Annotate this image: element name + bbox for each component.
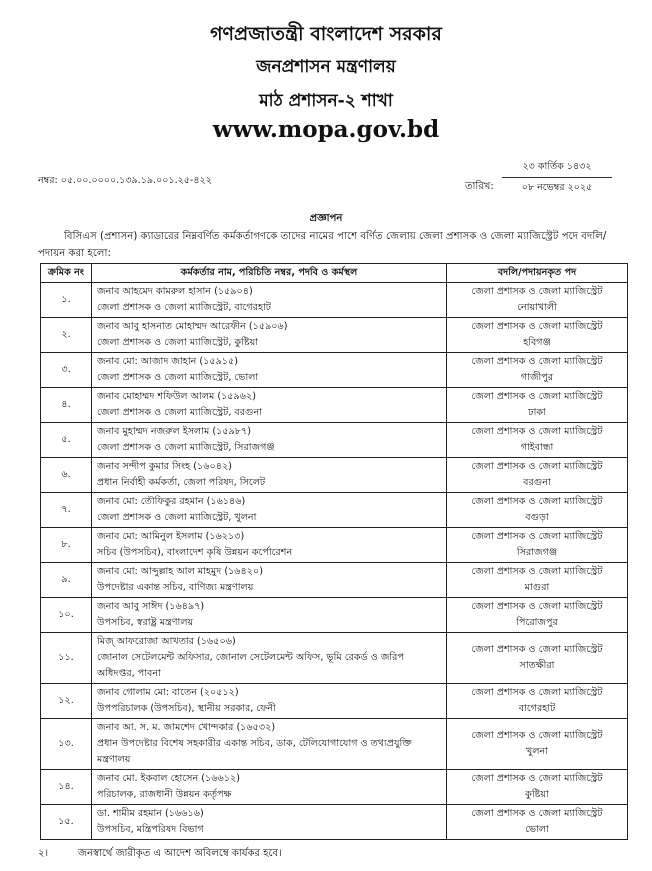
serial-number: ১. [41,283,92,318]
new-post: জেলা প্রশাসক ও জেলা ম্যাজিস্ট্রেট [471,808,603,819]
new-district: পিরোজপুর [516,617,558,628]
officer-name: জনাব আবু হাসনাত মোহাম্মদ আরেফীন (১৫৯০৬) [97,321,288,332]
new-post-cell [447,493,628,528]
table-row [41,318,628,353]
serial-number: ১৪. [41,770,92,805]
table-row [41,684,628,719]
current-position: জেলা প্রশাসক ও জেলা ম্যাজিস্ট্রেট, সিরাজগঞ্জ [97,442,275,453]
new-post: জেলা প্রশাসক ও জেলা ম্যাজিস্ট্রেট [471,773,603,784]
serial-number: ১১. [41,633,92,684]
new-post: জেলা প্রশাসক ও জেলা ম্যাজিস্ট্রেট [471,644,603,655]
table-row [41,493,628,528]
current-position: জোনাল সেটেলমেন্ট অফিসার, জোনাল সেটেলমেন্ট অফিস, ভূমি রেকর্ড ও জরিপ অধিদপ্তর, পাবনা [97,652,404,679]
serial-number: ১৩. [41,719,92,770]
officer-name: জনাব আহমেদ কামরুল হাসান (১৫৯০৪) [97,286,253,297]
serial-number: ৫. [41,423,92,458]
current-position: পরিচালক, রাজধানী উন্নয়ন কর্তৃপক্ষ [97,789,232,800]
header-serial: ক্রমিক নং [41,264,92,283]
new-post-cell [447,563,628,598]
date-label: তারিখ: [465,181,494,192]
new-post: জেলা প্রশাসক ও জেলা ম্যাজিস্ট্রেট [471,531,603,542]
officer-cell [92,563,447,598]
table-row [41,770,628,805]
new-district: বরগুনা [523,477,551,488]
current-position: সচিব (উপসচিব), বাংলাদেশ কৃষি উন্নয়ন কর্পোরেশন [97,547,293,558]
current-position: জেলা প্রশাসক ও জেলা ম্যাজিস্ট্রেট, বাগেরহাট [97,302,272,313]
officer-name: জনাব মো: আব্দুল্লাহ আল মাহমুদ (১৬৪২০) [97,566,263,577]
new-post-cell [447,318,628,353]
new-post: জেলা প্রশাসক ও জেলা ম্যাজিস্ট্রেট [471,426,603,437]
serial-number: ৬. [41,458,92,493]
new-post: জেলা প্রশাসক ও জেলা ম্যাজিস্ট্রেট [471,687,603,698]
serial-number: ৪. [41,388,92,423]
table-header-row [41,264,628,283]
officer-name: জনাব সন্দীপ কুমার সিংহ (১৬০৪২) [97,461,232,472]
new-post-cell [447,633,628,684]
new-post-cell [447,283,628,318]
officer-cell [92,598,447,633]
new-post-cell [447,770,628,805]
officer-name: মিজ্ আফরোজা আখতার (১৬৫০৬) [97,636,236,647]
serial-number: ৮. [41,528,92,563]
officer-cell [92,684,447,719]
new-district: কুষ্টিয়া [525,789,549,800]
officer-name: জনাব গোলাম মো: বাতেন (২০৫১২) [97,687,239,698]
current-position: জেলা প্রশাসক ও জেলা ম্যাজিস্ট্রেট, কুষ্টিয়া [97,337,259,348]
officer-cell [92,283,447,318]
government-name: গণপ্রজাতন্ত্রী বাংলাদেশ সরকার [210,23,442,45]
new-post-cell [447,805,628,840]
current-position: জেলা প্রশাসক ও জেলা ম্যাজিস্ট্রেট, বরগুনা [97,407,263,418]
table-row [41,633,628,684]
table-row [41,528,628,563]
new-district: খুলনা [526,746,548,757]
serial-number: ১০. [41,598,92,633]
table-row [41,598,628,633]
officer-name: জনাব মো: তৌফিকুর রহমান (১৬১৪৬) [97,496,246,507]
new-district: বাগেরহাট [518,703,556,714]
notification-title: প্রজ্ঞাপন [309,213,343,224]
officer-cell [92,353,447,388]
intro-paragraph: বিসিএস (প্রশাসন) ক্যাডারের নিম্নবর্ণিত কর্মকর্তাগণকে তাদের নামের পাশে বর্ণিত জেলায় জেলা প্রশাসক ও জেলা ম্যাজিস্ট্রেট পদে বদলি/ পদায়ন করা হলো: [38,231,607,259]
new-post-cell [447,528,628,563]
current-position: উপসচিব, স্বরাষ্ট্র মন্ত্রণালয় [97,617,194,628]
new-district: মাগুরা [524,582,550,593]
new-post: জেলা প্রশাসক ও জেলা ম্যাজিস্ট্রেট [471,391,603,402]
officer-name: জনাব মো: আজাদ জাহান (১৫৯১৫) [97,356,238,367]
clause-text: জনস্বার্থে জারীকৃত এ আদেশ অবিলম্বে কার্যকর হবে। [78,848,282,859]
table-row [41,388,628,423]
new-post: জেলা প্রশাসক ও জেলা ম্যাজিস্ট্রেট [471,566,603,577]
serial-number: ৭. [41,493,92,528]
new-post-cell [447,388,628,423]
new-post-cell [447,353,628,388]
serial-number: ২. [41,318,92,353]
new-post: জেলা প্রশাসক ও জেলা ম্যাজিস্ট্রেট [471,601,603,612]
new-post-cell [447,458,628,493]
new-district: ঢাকা [528,407,546,418]
officer-cell [92,423,447,458]
officer-name: জনাব আ. স. ম. জামশেদ খোন্দকার (১৬৫৩২) [97,722,276,733]
serial-number: ১২. [41,684,92,719]
officer-cell [92,770,447,805]
new-district: নোয়াখালী [517,302,557,313]
table-row [41,805,628,840]
officer-cell [92,633,447,684]
closing-clause [38,846,282,863]
memo-number: নম্বর: ০৫.০০.০০০০.১৩৯.১৯.০০১.২৫-৪২২ [38,175,212,186]
table-row [41,719,628,770]
officer-cell [92,805,447,840]
table-row [41,423,628,458]
officer-name: জনাব মো: আমিনুল ইসলাম (১৬২১৩) [97,531,245,542]
new-post: জেলা প্রশাসক ও জেলা ম্যাজিস্ট্রেট [471,496,603,507]
current-position: উপদেষ্টার একান্ত সচিব, বাণিজ্য মন্ত্রণালয় [97,582,254,593]
new-post: জেলা প্রশাসক ও জেলা ম্যাজিস্ট্রেট [471,461,603,472]
new-post: জেলা প্রশাসক ও জেলা ম্যাজিস্ট্রেট [471,356,603,367]
branch-name: মাঠ প্রশাসন-২ শাখা [259,91,393,111]
officer-cell [92,318,447,353]
date-block [502,160,612,196]
officer-cell [92,493,447,528]
website: www.mopa.gov.bd [212,116,440,143]
officer-cell [92,388,447,423]
new-post-cell [447,598,628,633]
new-post: জেলা প্রশাসক ও জেলা ম্যাজিস্ট্রেট [471,321,603,332]
officer-name: জনাব মোহাম্মদ শফিউল আলম (১৫৯৬২) [97,391,256,402]
date-gregorian: ০৮ নভেম্বর ২০২৫ [521,182,593,193]
table-row [41,353,628,388]
header-officer: কর্মকর্তার নাম, পরিচিতি নম্বর, পদবি ও কর্মস্থল [92,264,447,283]
officer-name: জনাব মুহাম্মদ নজরুল ইসলাম (১৫৯৮৭) [97,426,251,437]
new-district: সাতক্ষীরা [519,660,555,671]
new-district: গাজীপুর [520,372,554,383]
new-post: জেলা প্রশাসক ও জেলা ম্যাজিস্ট্রেট [471,730,603,741]
table-row [41,283,628,318]
header-post: বদলি/পদায়নকৃত পদ [447,264,628,283]
officer-cell [92,458,447,493]
current-position: জেলা প্রশাসক ও জেলা ম্যাজিস্ট্রেট, ভোলা [97,372,259,383]
new-district: ভোলা [525,824,549,835]
current-position: প্রধান উপদেষ্টার বিশেষ সহকারীর একান্ত সচিব, ডাক, টেলিযোগাযোগ ও তথ্যপ্রযুক্তি মন্ত্রণালয় [97,738,412,765]
serial-number: ৩. [41,353,92,388]
table-row [41,458,628,493]
officer-cell [92,719,447,770]
current-position: প্রধান নির্বাহী কর্মকর্তা, জেলা পরিষদ, সিলেট [97,477,266,488]
clause-number: ২। [38,848,49,859]
new-district: বগুড়া [525,512,549,523]
officer-name: ডা. শামীম রহমান (১৬৬১৬) [97,808,204,819]
new-district: হবিগঞ্জ [523,337,551,348]
transfer-table [40,263,628,840]
new-district: সিরাজগঞ্জ [516,547,558,558]
date-bangla: ২৩ কার্তিক ১৪৩২ [502,160,612,178]
current-position: উপসচিব, মন্ত্রিপরিষদ বিভাগ [97,824,204,835]
officer-name: জনাব মো. ইকবাল হোসেন (১৬৬১২) [97,773,240,784]
serial-number: ১৫. [41,805,92,840]
new-post-cell [447,423,628,458]
new-post-cell [447,684,628,719]
new-district: গাইবান্ধা [520,442,554,453]
officer-cell [92,528,447,563]
table-row [41,563,628,598]
ministry-name: জনপ্রশাসন মন্ত্রণালয় [256,57,396,77]
current-position: জেলা প্রশাসক ও জেলা ম্যাজিস্ট্রেট, খুলনা [97,512,257,523]
new-post-cell [447,719,628,770]
new-post: জেলা প্রশাসক ও জেলা ম্যাজিস্ট্রেট [471,286,603,297]
serial-number: ৯. [41,563,92,598]
officer-name: জনাব আবু সাঈদ (১৬৪৯৭) [97,601,205,612]
current-position: উপপরিচালক (উপসচিব), স্থানীয় সরকার, ফেনী [97,703,276,714]
